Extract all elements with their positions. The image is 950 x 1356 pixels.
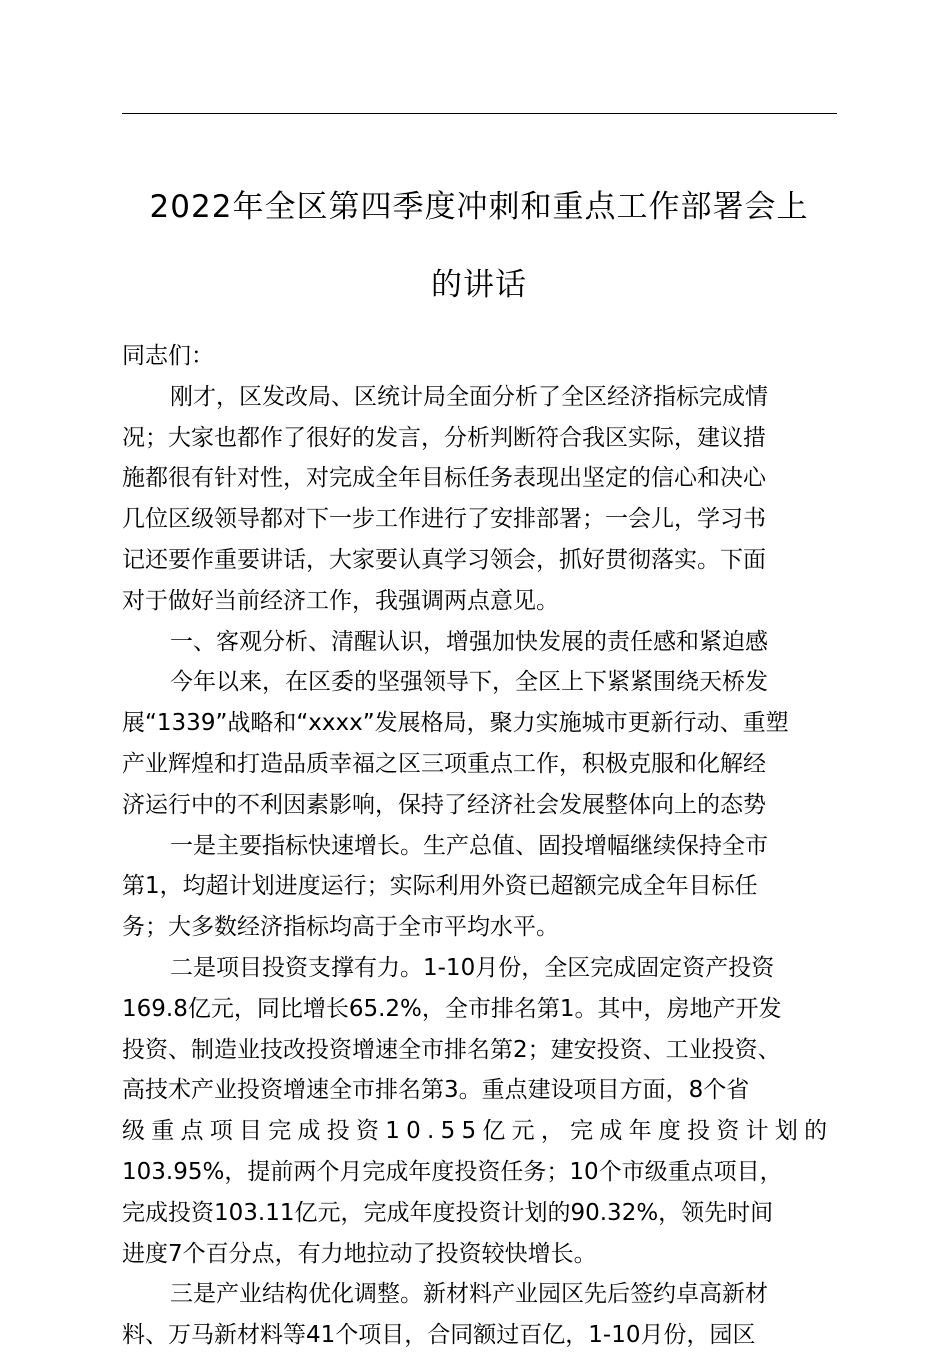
paragraph-line: 一是主要指标快速增长。生产总值、固投增幅继续保持全市 bbox=[170, 832, 768, 859]
paragraph-line: 完成投资103.11亿元，完成年度投资计划的90.32%，领先时间 bbox=[122, 1199, 774, 1226]
paragraph-line: 记还要作重要讲话，大家要认真学习领会，抓好贯彻落实。下面 bbox=[122, 546, 766, 573]
salutation: 同志们： bbox=[122, 343, 214, 369]
paragraph-line: 第1，均超计划进度运行；实际利用外资已超额完成全年目标任 bbox=[122, 873, 758, 900]
paragraph-line: 二是项目投资支撑有力。1-10月份，全区完成固定资产投资 bbox=[170, 954, 775, 981]
paragraph-line: 高技术产业投资增速全市排名第3。重点建设项目方面，8个省 bbox=[122, 1077, 750, 1104]
title-line: 2022年全区第四季度冲刺和重点工作部署会上 bbox=[149, 189, 809, 225]
paragraph-line: 103.95%，提前两个月完成年度投资任务；10个市级重点项目， bbox=[122, 1158, 783, 1185]
paragraph-line: 三是产业结构优化调整。新材料产业园区先后签约卓高新材 bbox=[170, 1281, 768, 1308]
paragraph-line: 济运行中的不利因素影响，保持了经济社会发展整体向上的态势 bbox=[122, 791, 766, 818]
paragraph-line: 级重点项目完成投资10.55亿元，完成年度投资计划的 bbox=[122, 1118, 834, 1145]
paragraph-line: 169.8亿元，同比增长65.2%，全市排名第1。其中，房地产开发 bbox=[122, 995, 782, 1022]
paragraph-line: 施都很有针对性，对完成全年目标任务表现出坚定的信心和决心 bbox=[122, 465, 766, 492]
header-rule bbox=[122, 113, 837, 114]
paragraph-line: 进度7个百分点，有力地拉动了投资较快增长。 bbox=[122, 1240, 597, 1267]
document-title bbox=[100, 168, 858, 324]
paragraph-line: 投资、制造业技改投资增速全市排名第2；建安投资、工业投资、 bbox=[122, 1036, 781, 1063]
paragraph-line: 料、万马新材料等41个项目，合同额过百亿，1-10月份，园区 bbox=[122, 1322, 756, 1349]
paragraph-line: 况；大家也都作了很好的发言，分析判断符合我区实际，建议措 bbox=[122, 424, 766, 451]
paragraph-line: 刚才，区发改局、区统计局全面分析了全区经济指标完成情 bbox=[170, 383, 768, 410]
section-heading: 一、客观分析、清醒认识，增强加快发展的责任感和紧迫感 bbox=[170, 628, 768, 655]
paragraph-line: 务；大多数经济指标均高于全市平均水平。 bbox=[122, 914, 559, 941]
title-line: 的讲话 bbox=[431, 267, 527, 303]
document-body bbox=[122, 336, 838, 1356]
paragraph-line: 几位区级领导都对下一步工作进行了安排部署；一会儿，学习书 bbox=[122, 506, 766, 533]
paragraph-line: 产业辉煌和打造品质幸福之区三项重点工作，积极克服和化解经 bbox=[122, 750, 766, 777]
paragraph-line: 对于做好当前经济工作，我强调两点意见。 bbox=[122, 587, 559, 614]
paragraph-line: 展“1339”战略和“xxxx”发展格局，聚力实施城市更新行动、重塑 bbox=[122, 710, 789, 737]
paragraph-line: 今年以来，在区委的坚强领导下，全区上下紧紧围绕天桥发 bbox=[170, 669, 768, 696]
